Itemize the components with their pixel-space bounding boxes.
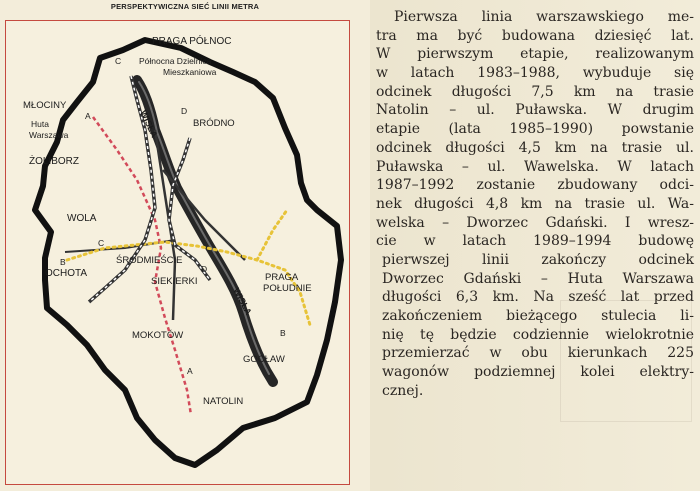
article-line: W pierwszym etapie, realizowanym — [376, 46, 694, 63]
label-siekierki: SIEKIERKI — [151, 276, 198, 287]
article-line: pierwszej linii zakończy odcinek — [382, 251, 694, 268]
article-line: cznej. — [382, 382, 424, 399]
label-line-b-west: B — [60, 257, 66, 267]
label-mlociny: MŁOCINY — [23, 100, 67, 111]
label-line-b-east: B — [280, 328, 286, 338]
label-brodno: BRÓDNO — [193, 118, 235, 129]
article-line: wagonów podziemnej kolei elektry- — [382, 364, 694, 381]
label-line-c-north: C — [115, 56, 122, 66]
article-line: odcinek długości 7,5 km na trasie — [376, 83, 694, 100]
article-line: tra ma być budowana dziesięć lat. — [376, 27, 694, 44]
article-line: przemierzać w obu kierunkach 225 — [382, 345, 694, 362]
article-line: 1987–1992 zostanie zbudowany odci- — [376, 177, 694, 194]
article-line: odcinek długości 4,5 km na trasie ul. — [376, 139, 694, 156]
label-line-d-north: D — [181, 106, 188, 116]
label-polnocna-dzielnica-1: Północna Dzielnica — [139, 56, 212, 66]
label-wola: WOLA — [67, 213, 97, 224]
label-line-a-south: A — [187, 366, 193, 376]
article-line: długości 6,3 km. Na sześć lat przed — [382, 289, 694, 306]
label-praga-poludnie-1: PRAGA — [265, 272, 299, 283]
label-wisla-south: WISŁA — [231, 286, 254, 317]
city-boundary — [35, 40, 341, 465]
article-line: Dworzec Gdański – Huta Warszawa — [382, 270, 694, 287]
article-line: Natolin – ul. Puławska. W drugim — [376, 102, 694, 119]
article-line: etapie (lata 1985–1990) powstanie — [376, 121, 694, 138]
label-polnocna-dzielnica-2: Mieszkaniowa — [163, 67, 217, 77]
label-line-d-south: D — [201, 264, 208, 274]
label-huta-1: Huta — [31, 119, 49, 129]
article-line: Pierwsza linia warszawskiego me- — [394, 9, 694, 25]
label-praga-polnoc: PRAGA PÓŁNOC — [152, 36, 232, 47]
article-line: Puławska – ul. Wawelska. W latach — [376, 158, 694, 175]
label-srodmiescie: ŚRODMIEŚCIE — [116, 255, 183, 266]
article-line: zakończeniem bieżącego stulecia li- — [382, 308, 694, 324]
article-line: welska – Dworzec Gdański. I wresz- — [376, 214, 694, 231]
article-line: cie w latach 1989–1994 budowę — [376, 233, 694, 250]
label-line-c-south: C — [98, 238, 105, 248]
label-line-a-north: A — [85, 111, 91, 121]
show-through-shadow — [560, 300, 692, 422]
metro-network-map — [5, 20, 350, 485]
label-ochota: OCHOTA — [45, 268, 88, 279]
label-natolin: NATOLIN — [203, 396, 244, 407]
article-line: nek długości 4,8 km na trasie ul. Wa- — [376, 195, 694, 212]
label-goclaw: GOCŁAW — [243, 354, 285, 365]
label-praga-poludnie-2: POŁUDNIE — [263, 283, 312, 294]
map-title: PERSPEKTYWICZNA SIEĆ LINII METRA — [110, 2, 260, 11]
article-line: w latach 1983–1988, wybuduje się — [376, 65, 694, 82]
article-line: nię tę będzie codziennie wielokrotnie — [382, 326, 694, 343]
label-zoliborz: ŻOLIBORZ — [29, 156, 80, 167]
label-huta-2: Warszawa — [29, 130, 69, 140]
label-wisla-north: WISŁA — [138, 108, 160, 140]
label-mokotow: MOKOTÓW — [132, 330, 184, 341]
